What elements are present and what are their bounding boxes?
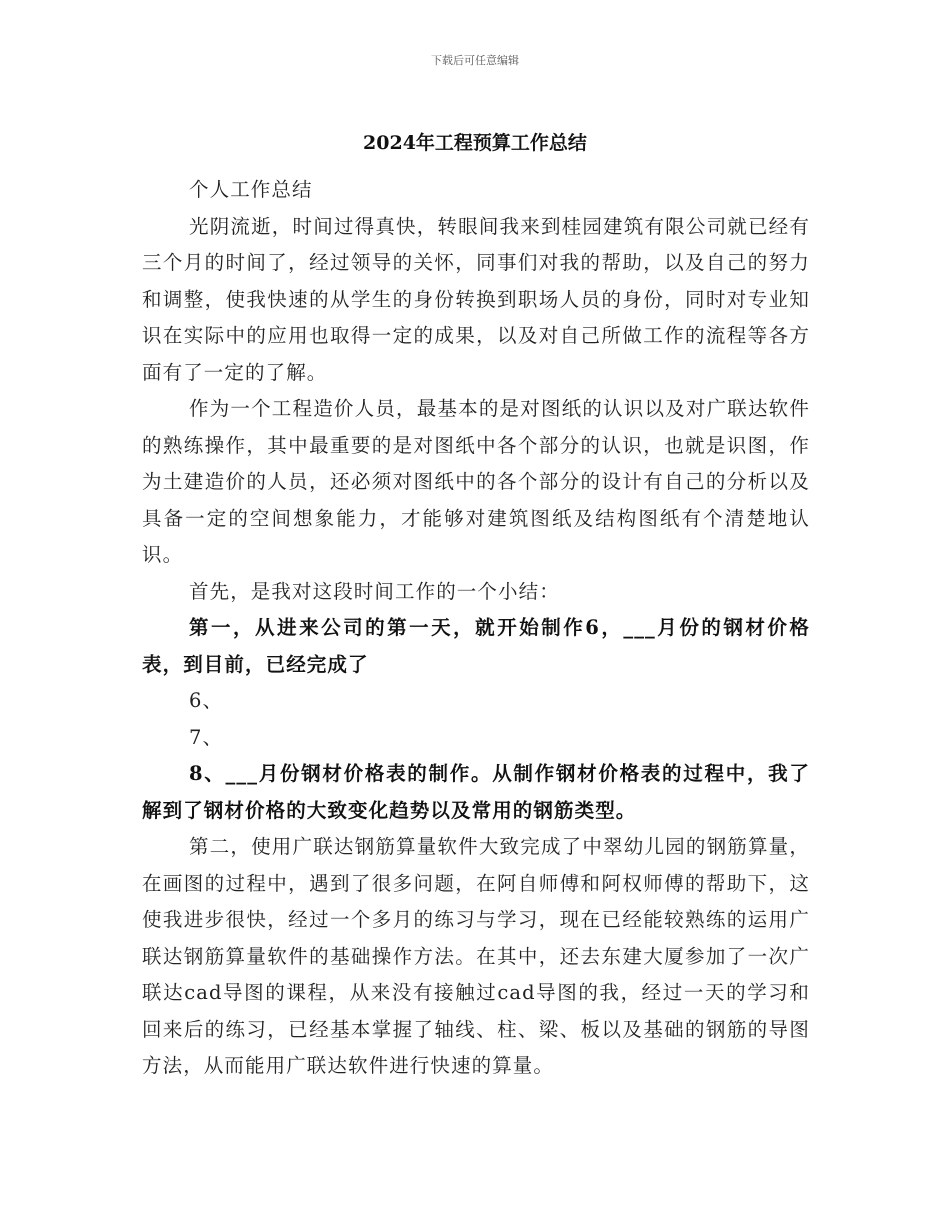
paragraph-role: 作为一个工程造价人员，最基本的是对图纸的认识以及对广联达软件的熟练操作，其中最重要的是对图纸中各个部分的认识，也就是识图，作为土建造价的人员，还必须对图纸中的各个部分的设计有自己的分析以及具备一定的空间想象能力，才能够对建筑图纸及结构图纸有个清楚地认识。	[142, 397, 810, 566]
list-item-6: 6、	[189, 689, 224, 712]
paragraph-second-point: 第二，使用广联达钢筋算量软件大致完成了中翠幼儿园的钢筋算量，在画图的过程中，遇到了很多问题，在阿自师傅和阿权师傅的帮助下，这使我进步很快，经过一个多月的练习与学习，现在已经能较熟练的运用广联达钢筋算量软件的基础操作方法。在其中，还去东建大厦参加了一次广联达cad导图的课程，从来没有接触过cad导图的我，经过一天的学习和回来后的练习，已经基本掌握了轴线、柱、梁、板以及基础的钢筋的导图方法，从而能用广联达软件进行快速的算量。	[142, 835, 810, 1077]
paragraph-intro: 光阴流逝，时间过得真快，转眼间我来到桂园建筑有限公司就已经有三个月的时间了，经过领导的关怀，同事们对我的帮助，以及自己的努力和调整，使我快速的从学生的身份转换到职场人员的身份，同时对专业知识在实际中的应用也取得一定的成果，以及对自己所做工作的流程等各方面有了一定的了解。	[142, 214, 810, 384]
paragraph-item-8: 8、___月份钢材价格表的制作。从制作钢材价格表的过程中，我了解到了钢材价格的大致变化趋势以及常用的钢筋类型。	[142, 762, 810, 822]
document-title: 2024年工程预算工作总结	[363, 132, 587, 154]
document-body	[142, 172, 810, 1085]
paragraph-first-point: 第一，从进来公司的第一天，就开始制作6，___月份的钢材价格表，到目前，已经完成了	[142, 616, 810, 676]
paragraph-subtitle: 个人工作总结	[189, 178, 313, 201]
page-header: 下载后可任意编辑	[431, 54, 519, 67]
list-item-7: 7、	[189, 725, 224, 749]
paragraph-summary-lead: 首先，是我对这段时间工作的一个小结：	[189, 579, 560, 603]
